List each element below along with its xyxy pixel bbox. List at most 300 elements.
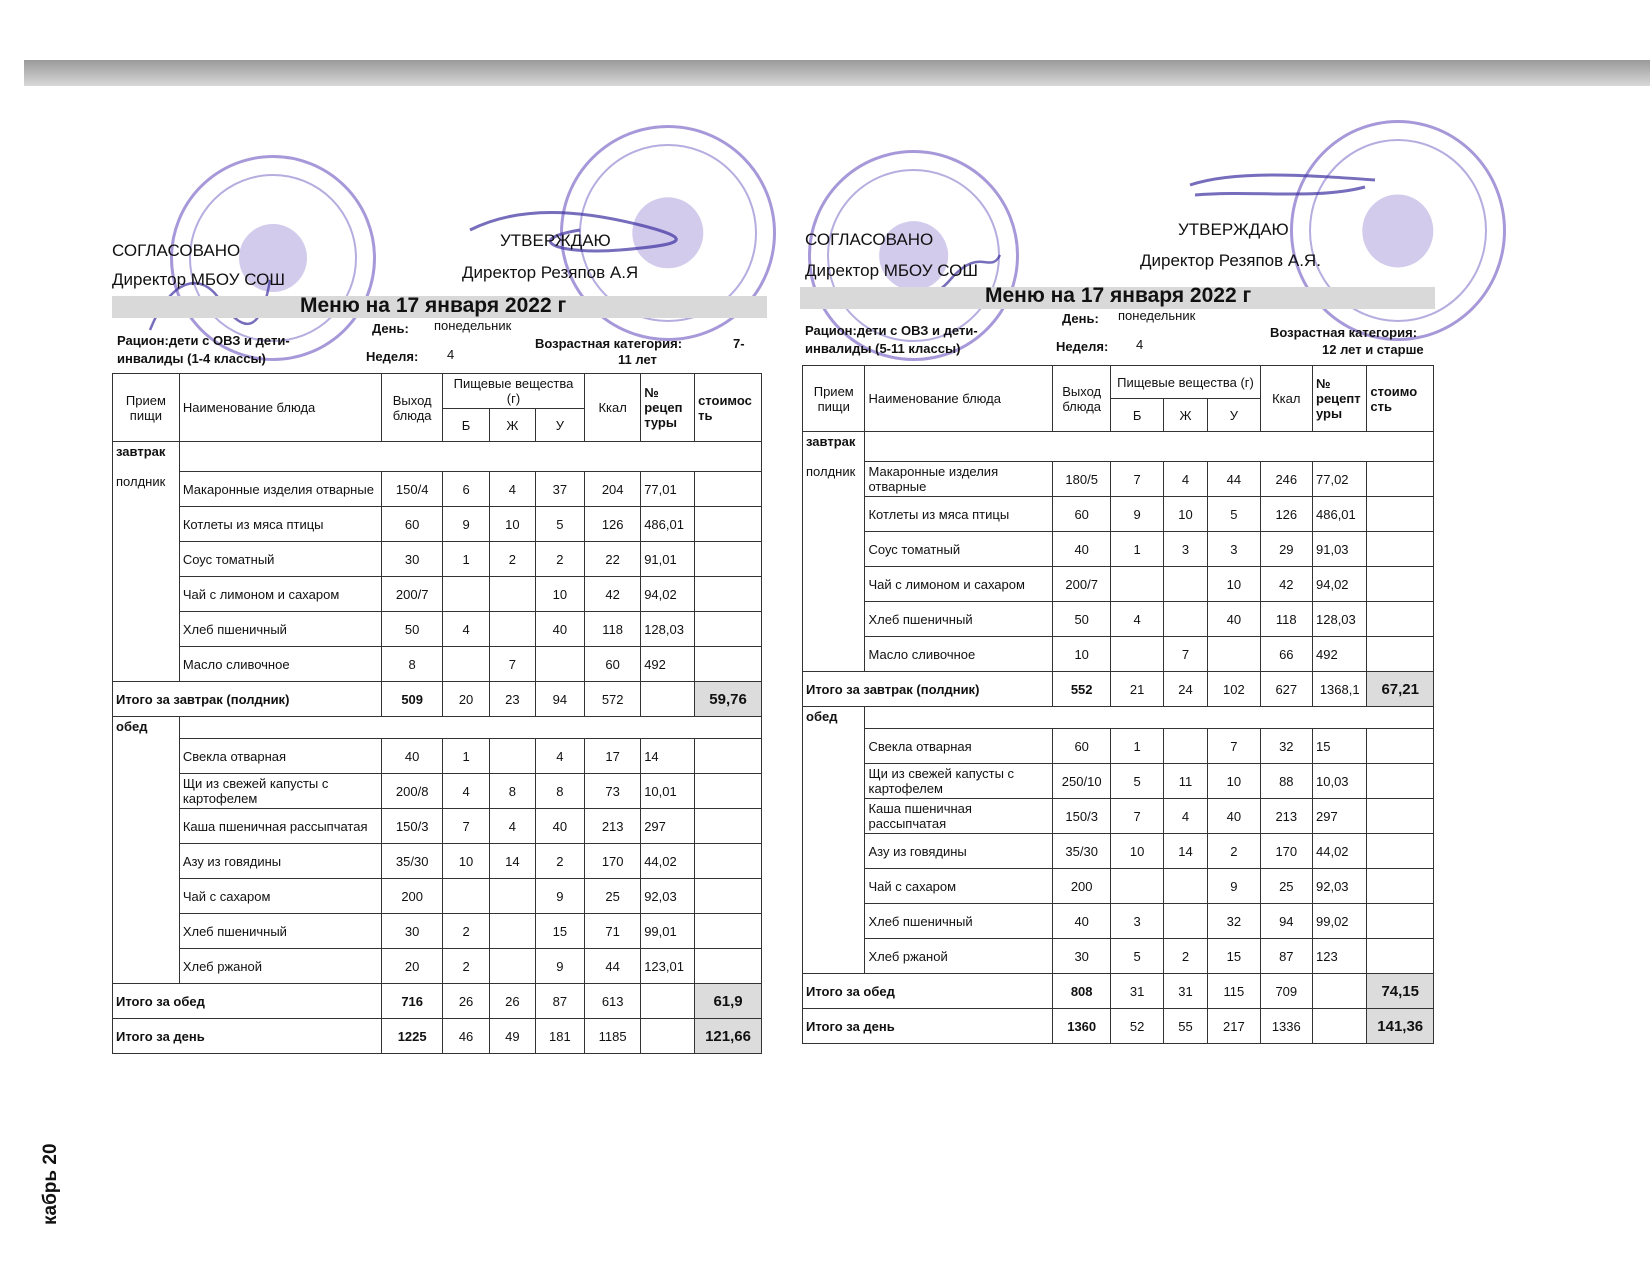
left-soglasovano: СОГЛАСОВАНО <box>112 241 241 260</box>
dish-cost <box>1367 602 1434 637</box>
dish-cost <box>1367 904 1434 939</box>
dish-fat <box>1163 729 1207 764</box>
dish-carbs: 10 <box>535 577 585 612</box>
dish-kcal: 87 <box>1260 939 1312 974</box>
dish-kcal: 17 <box>585 739 641 774</box>
dish-cost <box>695 507 762 542</box>
right-age-label: Возрастная категория: <box>1270 325 1418 340</box>
dish-protein: 1 <box>442 739 489 774</box>
dish-name: Хлеб ржаной <box>179 949 382 984</box>
dish-protein: 2 <box>442 914 489 949</box>
header-dish-name: Наименование блюда <box>179 374 382 442</box>
dish-fat: 2 <box>1163 939 1207 974</box>
dish-recipe: 486,01 <box>1313 497 1367 532</box>
right-ration-line1: Рацион:дети с ОВЗ и дети- <box>805 323 978 338</box>
total-day-row-cost: 141,36 <box>1367 1009 1434 1044</box>
dish-output: 30 <box>382 542 442 577</box>
dish-carbs: 37 <box>535 472 585 507</box>
left-director-school: Директор МБОУ СОШ <box>112 270 285 289</box>
dish-recipe: 15 <box>1313 729 1367 764</box>
left-day-value: понедельник <box>434 318 512 333</box>
dish-name: Котлеты из мяса птицы <box>179 507 382 542</box>
meal-lunch-label <box>113 717 180 984</box>
dish-name: Котлеты из мяса птицы <box>865 497 1052 532</box>
meal-breakfast-label <box>803 432 865 462</box>
left-ration-line1: Рацион:дети с ОВЗ и дети- <box>117 333 290 348</box>
dish-recipe: 99,01 <box>641 914 695 949</box>
left-age-value2: 11 лет <box>618 352 657 367</box>
dish-output: 50 <box>1052 602 1110 637</box>
table-row <box>113 507 762 542</box>
dish-protein: 7 <box>1111 462 1163 497</box>
dish-protein <box>1111 567 1163 602</box>
right-week-label: Неделя: <box>1056 339 1109 354</box>
total-day-row-carbs: 217 <box>1208 1009 1260 1044</box>
dish-kcal: 204 <box>585 472 641 507</box>
dish-cost <box>1367 939 1434 974</box>
dish-cost <box>1367 532 1434 567</box>
dish-fat: 4 <box>490 472 535 507</box>
empty-cell <box>865 707 1434 729</box>
meal-breakfast-text: завтрак <box>806 434 856 449</box>
total-day-row-kcal: 1185 <box>585 1019 641 1054</box>
dish-recipe: 10,03 <box>1313 764 1367 799</box>
dish-recipe: 92,03 <box>1313 869 1367 904</box>
dish-fat: 7 <box>1163 637 1207 672</box>
dish-carbs: 7 <box>1208 729 1260 764</box>
dish-recipe: 91,01 <box>641 542 695 577</box>
total-day-row-output: 1225 <box>382 1019 442 1054</box>
empty-cell <box>179 717 761 739</box>
dish-name: Свекла отварная <box>179 739 382 774</box>
dish-output: 50 <box>382 612 442 647</box>
dish-name: Чай с лимоном и сахаром <box>865 567 1052 602</box>
dish-carbs: 2 <box>535 542 585 577</box>
dish-fat <box>490 577 535 612</box>
dish-recipe: 123,01 <box>641 949 695 984</box>
total-day-row-output: 1360 <box>1052 1009 1110 1044</box>
right-week-value: 4 <box>1136 337 1144 352</box>
total-lunch-row-fat: 26 <box>490 984 535 1019</box>
dish-carbs: 15 <box>1208 939 1260 974</box>
meal-afternoon-label <box>113 472 180 682</box>
meal-afternoon-text: полдник <box>806 463 856 479</box>
total-day-row-fat: 49 <box>490 1019 535 1054</box>
dish-cost <box>1367 497 1434 532</box>
total-lunch-row-recipe <box>1313 974 1367 1009</box>
dish-recipe: 77,02 <box>1313 462 1367 497</box>
dish-name: Масло сливочное <box>865 637 1052 672</box>
dish-recipe: 94,02 <box>641 577 695 612</box>
right-table-body <box>803 366 1434 1044</box>
dish-recipe: 44,02 <box>641 844 695 879</box>
dish-cost <box>1367 637 1434 672</box>
meal-afternoon-text: полдник <box>116 473 166 489</box>
total-lunch-row <box>113 984 762 1019</box>
table-row <box>113 472 762 507</box>
total-lunch-row-kcal: 709 <box>1260 974 1312 1009</box>
header-meal: Прием пищи <box>803 366 865 432</box>
total-lunch-row-cost: 74,15 <box>1367 974 1434 1009</box>
dish-carbs: 40 <box>535 612 585 647</box>
total-breakfast-row <box>113 682 762 717</box>
dish-carbs: 9 <box>535 949 585 984</box>
dish-kcal: 246 <box>1260 462 1312 497</box>
dish-kcal: 22 <box>585 542 641 577</box>
total-day-row-cost: 121,66 <box>695 1019 762 1054</box>
table-row <box>803 497 1434 532</box>
dish-carbs: 9 <box>535 879 585 914</box>
dish-output: 200 <box>382 879 442 914</box>
dish-name: Щи из свежей капусты с картофелем <box>179 774 382 809</box>
dish-protein: 3 <box>1111 904 1163 939</box>
left-week-value: 4 <box>447 347 455 362</box>
dish-carbs <box>535 647 585 682</box>
dish-kcal: 118 <box>1260 602 1312 637</box>
dish-kcal: 118 <box>585 612 641 647</box>
table-row <box>113 612 762 647</box>
dish-carbs: 5 <box>1208 497 1260 532</box>
header-output: Выход блюда <box>1052 366 1110 432</box>
header-row <box>113 374 762 409</box>
right-menu-table <box>802 365 1434 1044</box>
header-dish-name: Наименование блюда <box>865 366 1052 432</box>
total-lunch-row <box>803 974 1434 1009</box>
right-director-approver: Директор Резяпов А.Я. <box>1140 251 1321 270</box>
dish-protein: 4 <box>442 774 489 809</box>
dish-protein <box>442 647 489 682</box>
table-row <box>113 647 762 682</box>
header-row <box>803 366 1434 399</box>
dish-output: 180/5 <box>1052 462 1110 497</box>
meal-label-row <box>803 432 1434 462</box>
dish-fat: 8 <box>490 774 535 809</box>
total-breakfast-row-label: Итого за завтрак (полдник) <box>113 682 382 717</box>
dish-cost <box>695 647 762 682</box>
total-breakfast-row-fat: 24 <box>1163 672 1207 707</box>
meal-lunch-text: обед <box>806 709 838 724</box>
header-cost: стоимос ть <box>695 374 762 442</box>
dish-carbs: 3 <box>1208 532 1260 567</box>
dish-cost <box>695 612 762 647</box>
right-ration-line2: инвалиды (5-11 классы) <box>805 341 961 356</box>
right-utverzhdayu: УТВЕРЖДАЮ <box>1178 220 1289 239</box>
total-lunch-row-output: 716 <box>382 984 442 1019</box>
header-fat: Ж <box>490 409 535 442</box>
dish-cost <box>695 914 762 949</box>
header-carbs: У <box>535 409 585 442</box>
dish-kcal: 66 <box>1260 637 1312 672</box>
dish-recipe: 128,03 <box>641 612 695 647</box>
header-kcal: Ккал <box>1260 366 1312 432</box>
dish-recipe: 486,01 <box>641 507 695 542</box>
table-row <box>113 577 762 612</box>
total-lunch-row-output: 808 <box>1052 974 1110 1009</box>
dish-kcal: 126 <box>585 507 641 542</box>
table-row <box>803 764 1434 799</box>
empty-cell <box>865 432 1434 462</box>
scan-top-band <box>24 60 1650 86</box>
header-kcal: Ккал <box>585 374 641 442</box>
dish-name: Каша пшеничная рассыпчатая <box>179 809 382 844</box>
total-day-row-carbs: 181 <box>535 1019 585 1054</box>
total-lunch-row-protein: 26 <box>442 984 489 1019</box>
total-breakfast-row-kcal: 627 <box>1260 672 1312 707</box>
dish-fat: 14 <box>1163 834 1207 869</box>
meal-afternoon-label <box>803 462 865 672</box>
dish-protein <box>1111 869 1163 904</box>
dish-name: Свекла отварная <box>865 729 1052 764</box>
left-day-label: День: <box>372 321 409 336</box>
dish-name: Чай с лимоном и сахаром <box>179 577 382 612</box>
total-lunch-row-label: Итого за обед <box>803 974 1053 1009</box>
dish-output: 40 <box>1052 904 1110 939</box>
dish-carbs: 32 <box>1208 904 1260 939</box>
total-breakfast-row-protein: 20 <box>442 682 489 717</box>
header-nutrients: Пищевые вещества (г) <box>1111 366 1260 399</box>
dish-cost <box>1367 799 1434 834</box>
dish-fat: 14 <box>490 844 535 879</box>
dish-name: Хлеб ржаной <box>865 939 1052 974</box>
dish-cost <box>695 472 762 507</box>
dish-protein: 9 <box>442 507 489 542</box>
dish-fat: 7 <box>490 647 535 682</box>
dish-fat: 11 <box>1163 764 1207 799</box>
dish-output: 200/7 <box>1052 567 1110 602</box>
header-protein: Б <box>442 409 489 442</box>
dish-fat: 3 <box>1163 532 1207 567</box>
table-row <box>803 834 1434 869</box>
dish-fat <box>490 612 535 647</box>
total-breakfast-row-recipe <box>641 682 695 717</box>
dish-kcal: 42 <box>1260 567 1312 602</box>
dish-carbs: 40 <box>1208 602 1260 637</box>
dish-protein: 4 <box>442 612 489 647</box>
empty-cell <box>179 442 761 472</box>
meal-label-row <box>113 717 762 739</box>
total-day-row <box>113 1019 762 1054</box>
total-breakfast-row-recipe: 1368,1 <box>1313 672 1367 707</box>
dish-fat <box>1163 904 1207 939</box>
dish-kcal: 94 <box>1260 904 1312 939</box>
table-row <box>803 567 1434 602</box>
total-day-row-protein: 52 <box>1111 1009 1163 1044</box>
dish-cost <box>695 577 762 612</box>
dish-fat <box>1163 869 1207 904</box>
dish-protein: 2 <box>442 949 489 984</box>
header-output: Выход блюда <box>382 374 442 442</box>
table-row <box>113 844 762 879</box>
dish-output: 40 <box>382 739 442 774</box>
dish-protein: 7 <box>1111 799 1163 834</box>
table-row <box>803 904 1434 939</box>
dish-output: 60 <box>382 507 442 542</box>
dish-name: Хлеб пшеничный <box>179 612 382 647</box>
dish-fat: 10 <box>490 507 535 542</box>
left-ration-line2: инвалиды (1-4 классы) <box>117 351 266 366</box>
dish-output: 200 <box>1052 869 1110 904</box>
dish-output: 35/30 <box>382 844 442 879</box>
total-breakfast-row-protein: 21 <box>1111 672 1163 707</box>
dish-kcal: 213 <box>1260 799 1312 834</box>
dish-output: 250/10 <box>1052 764 1110 799</box>
total-lunch-row-cost: 61,9 <box>695 984 762 1019</box>
dish-output: 150/3 <box>382 809 442 844</box>
left-table-body <box>113 374 762 1054</box>
dish-recipe: 91,03 <box>1313 532 1367 567</box>
dish-carbs: 2 <box>535 844 585 879</box>
total-breakfast-row-cost: 59,76 <box>695 682 762 717</box>
total-day-row-label: Итого за день <box>113 1019 382 1054</box>
table-row <box>803 939 1434 974</box>
dish-name: Азу из говядины <box>865 834 1052 869</box>
dish-output: 150/3 <box>1052 799 1110 834</box>
table-row <box>803 637 1434 672</box>
dish-cost <box>695 879 762 914</box>
dish-cost <box>1367 834 1434 869</box>
left-director-approver: Директор Резяпов А.Я <box>462 263 639 282</box>
total-lunch-row-kcal: 613 <box>585 984 641 1019</box>
dish-recipe: 297 <box>1313 799 1367 834</box>
total-day-row-fat: 55 <box>1163 1009 1207 1044</box>
meal-label-row <box>803 707 1434 729</box>
dish-recipe: 44,02 <box>1313 834 1367 869</box>
dish-fat <box>490 914 535 949</box>
total-breakfast-row-label: Итого за завтрак (полдник) <box>803 672 1053 707</box>
left-menu-table <box>112 373 762 1054</box>
dish-kcal: 25 <box>585 879 641 914</box>
dish-protein: 1 <box>1111 729 1163 764</box>
left-week-label: Неделя: <box>366 349 419 364</box>
right-age-value2: 12 лет и старше <box>1322 342 1424 357</box>
dish-name: Соус томатный <box>865 532 1052 567</box>
dish-carbs: 2 <box>1208 834 1260 869</box>
right-day-label: День: <box>1062 311 1099 326</box>
dish-protein <box>442 879 489 914</box>
dish-recipe: 123 <box>1313 939 1367 974</box>
left-utverzhdayu: УТВЕРЖДАЮ <box>500 231 611 250</box>
left-menu-title: Меню на 17 января 2022 г <box>300 294 567 317</box>
dish-kcal: 126 <box>1260 497 1312 532</box>
right-director-school: Директор МБОУ СОШ <box>805 261 978 280</box>
dish-carbs: 40 <box>535 809 585 844</box>
table-row <box>803 602 1434 637</box>
dish-cost <box>695 739 762 774</box>
dish-protein: 10 <box>442 844 489 879</box>
table-row <box>113 914 762 949</box>
dish-name: Соус томатный <box>179 542 382 577</box>
dish-carbs: 15 <box>535 914 585 949</box>
dish-name: Чай с сахаром <box>865 869 1052 904</box>
right-day-value: понедельник <box>1118 308 1196 323</box>
dish-name: Хлеб пшеничный <box>179 914 382 949</box>
meal-label-row <box>113 442 762 472</box>
dish-cost <box>695 774 762 809</box>
dish-carbs <box>1208 637 1260 672</box>
total-breakfast-row <box>803 672 1434 707</box>
dish-name: Масло сливочное <box>179 647 382 682</box>
dish-cost <box>1367 462 1434 497</box>
header-meal: Прием пищи <box>113 374 180 442</box>
dish-recipe: 92,03 <box>641 879 695 914</box>
dish-fat: 2 <box>490 542 535 577</box>
dish-protein: 7 <box>442 809 489 844</box>
dish-carbs: 5 <box>535 507 585 542</box>
dish-output: 20 <box>382 949 442 984</box>
dish-cost <box>695 809 762 844</box>
dish-protein: 5 <box>1111 939 1163 974</box>
header-cost: стоимо сть <box>1367 366 1434 432</box>
table-row <box>803 532 1434 567</box>
total-day-row-protein: 46 <box>442 1019 489 1054</box>
dish-protein: 5 <box>1111 764 1163 799</box>
header-recipe: № рецепт уры <box>1313 366 1367 432</box>
total-breakfast-row-carbs: 94 <box>535 682 585 717</box>
dish-fat <box>1163 567 1207 602</box>
dish-output: 10 <box>1052 637 1110 672</box>
dish-name: Каша пшеничная рассыпчатая <box>865 799 1052 834</box>
table-row <box>803 462 1434 497</box>
dish-cost <box>1367 729 1434 764</box>
dish-output: 200/7 <box>382 577 442 612</box>
dish-kcal: 170 <box>1260 834 1312 869</box>
left-age-label: Возрастная категория: <box>535 336 683 351</box>
dish-recipe: 14 <box>641 739 695 774</box>
dish-kcal: 32 <box>1260 729 1312 764</box>
dish-cost <box>695 542 762 577</box>
table-row <box>113 542 762 577</box>
dish-carbs: 9 <box>1208 869 1260 904</box>
dish-protein: 9 <box>1111 497 1163 532</box>
dish-kcal: 25 <box>1260 869 1312 904</box>
dish-carbs: 10 <box>1208 567 1260 602</box>
total-day-row <box>803 1009 1434 1044</box>
dish-kcal: 170 <box>585 844 641 879</box>
dish-carbs: 4 <box>535 739 585 774</box>
total-breakfast-row-carbs: 102 <box>1208 672 1260 707</box>
meal-breakfast-text: завтрак <box>116 444 166 459</box>
table-row <box>803 869 1434 904</box>
dish-recipe: 128,03 <box>1313 602 1367 637</box>
dish-recipe: 99,02 <box>1313 904 1367 939</box>
dish-name: Щи из свежей капусты с картофелем <box>865 764 1052 799</box>
dish-protein: 10 <box>1111 834 1163 869</box>
total-lunch-row-carbs: 115 <box>1208 974 1260 1009</box>
dish-kcal: 88 <box>1260 764 1312 799</box>
total-lunch-row-label: Итого за обед <box>113 984 382 1019</box>
dish-kcal: 213 <box>585 809 641 844</box>
dish-kcal: 71 <box>585 914 641 949</box>
dish-carbs: 10 <box>1208 764 1260 799</box>
dish-kcal: 60 <box>585 647 641 682</box>
dish-recipe: 94,02 <box>1313 567 1367 602</box>
dish-fat <box>1163 602 1207 637</box>
dish-cost <box>1367 567 1434 602</box>
total-day-row-label: Итого за день <box>803 1009 1053 1044</box>
dish-kcal: 42 <box>585 577 641 612</box>
total-breakfast-row-kcal: 572 <box>585 682 641 717</box>
dish-kcal: 44 <box>585 949 641 984</box>
table-row <box>803 799 1434 834</box>
header-nutrients: Пищевые вещества (г) <box>442 374 584 409</box>
total-day-row-kcal: 1336 <box>1260 1009 1312 1044</box>
right-soglasovano: СОГЛАСОВАНО <box>805 230 934 249</box>
dish-recipe: 297 <box>641 809 695 844</box>
dish-recipe: 492 <box>641 647 695 682</box>
dish-fat: 4 <box>1163 462 1207 497</box>
dish-output: 60 <box>1052 497 1110 532</box>
dish-fat: 4 <box>1163 799 1207 834</box>
